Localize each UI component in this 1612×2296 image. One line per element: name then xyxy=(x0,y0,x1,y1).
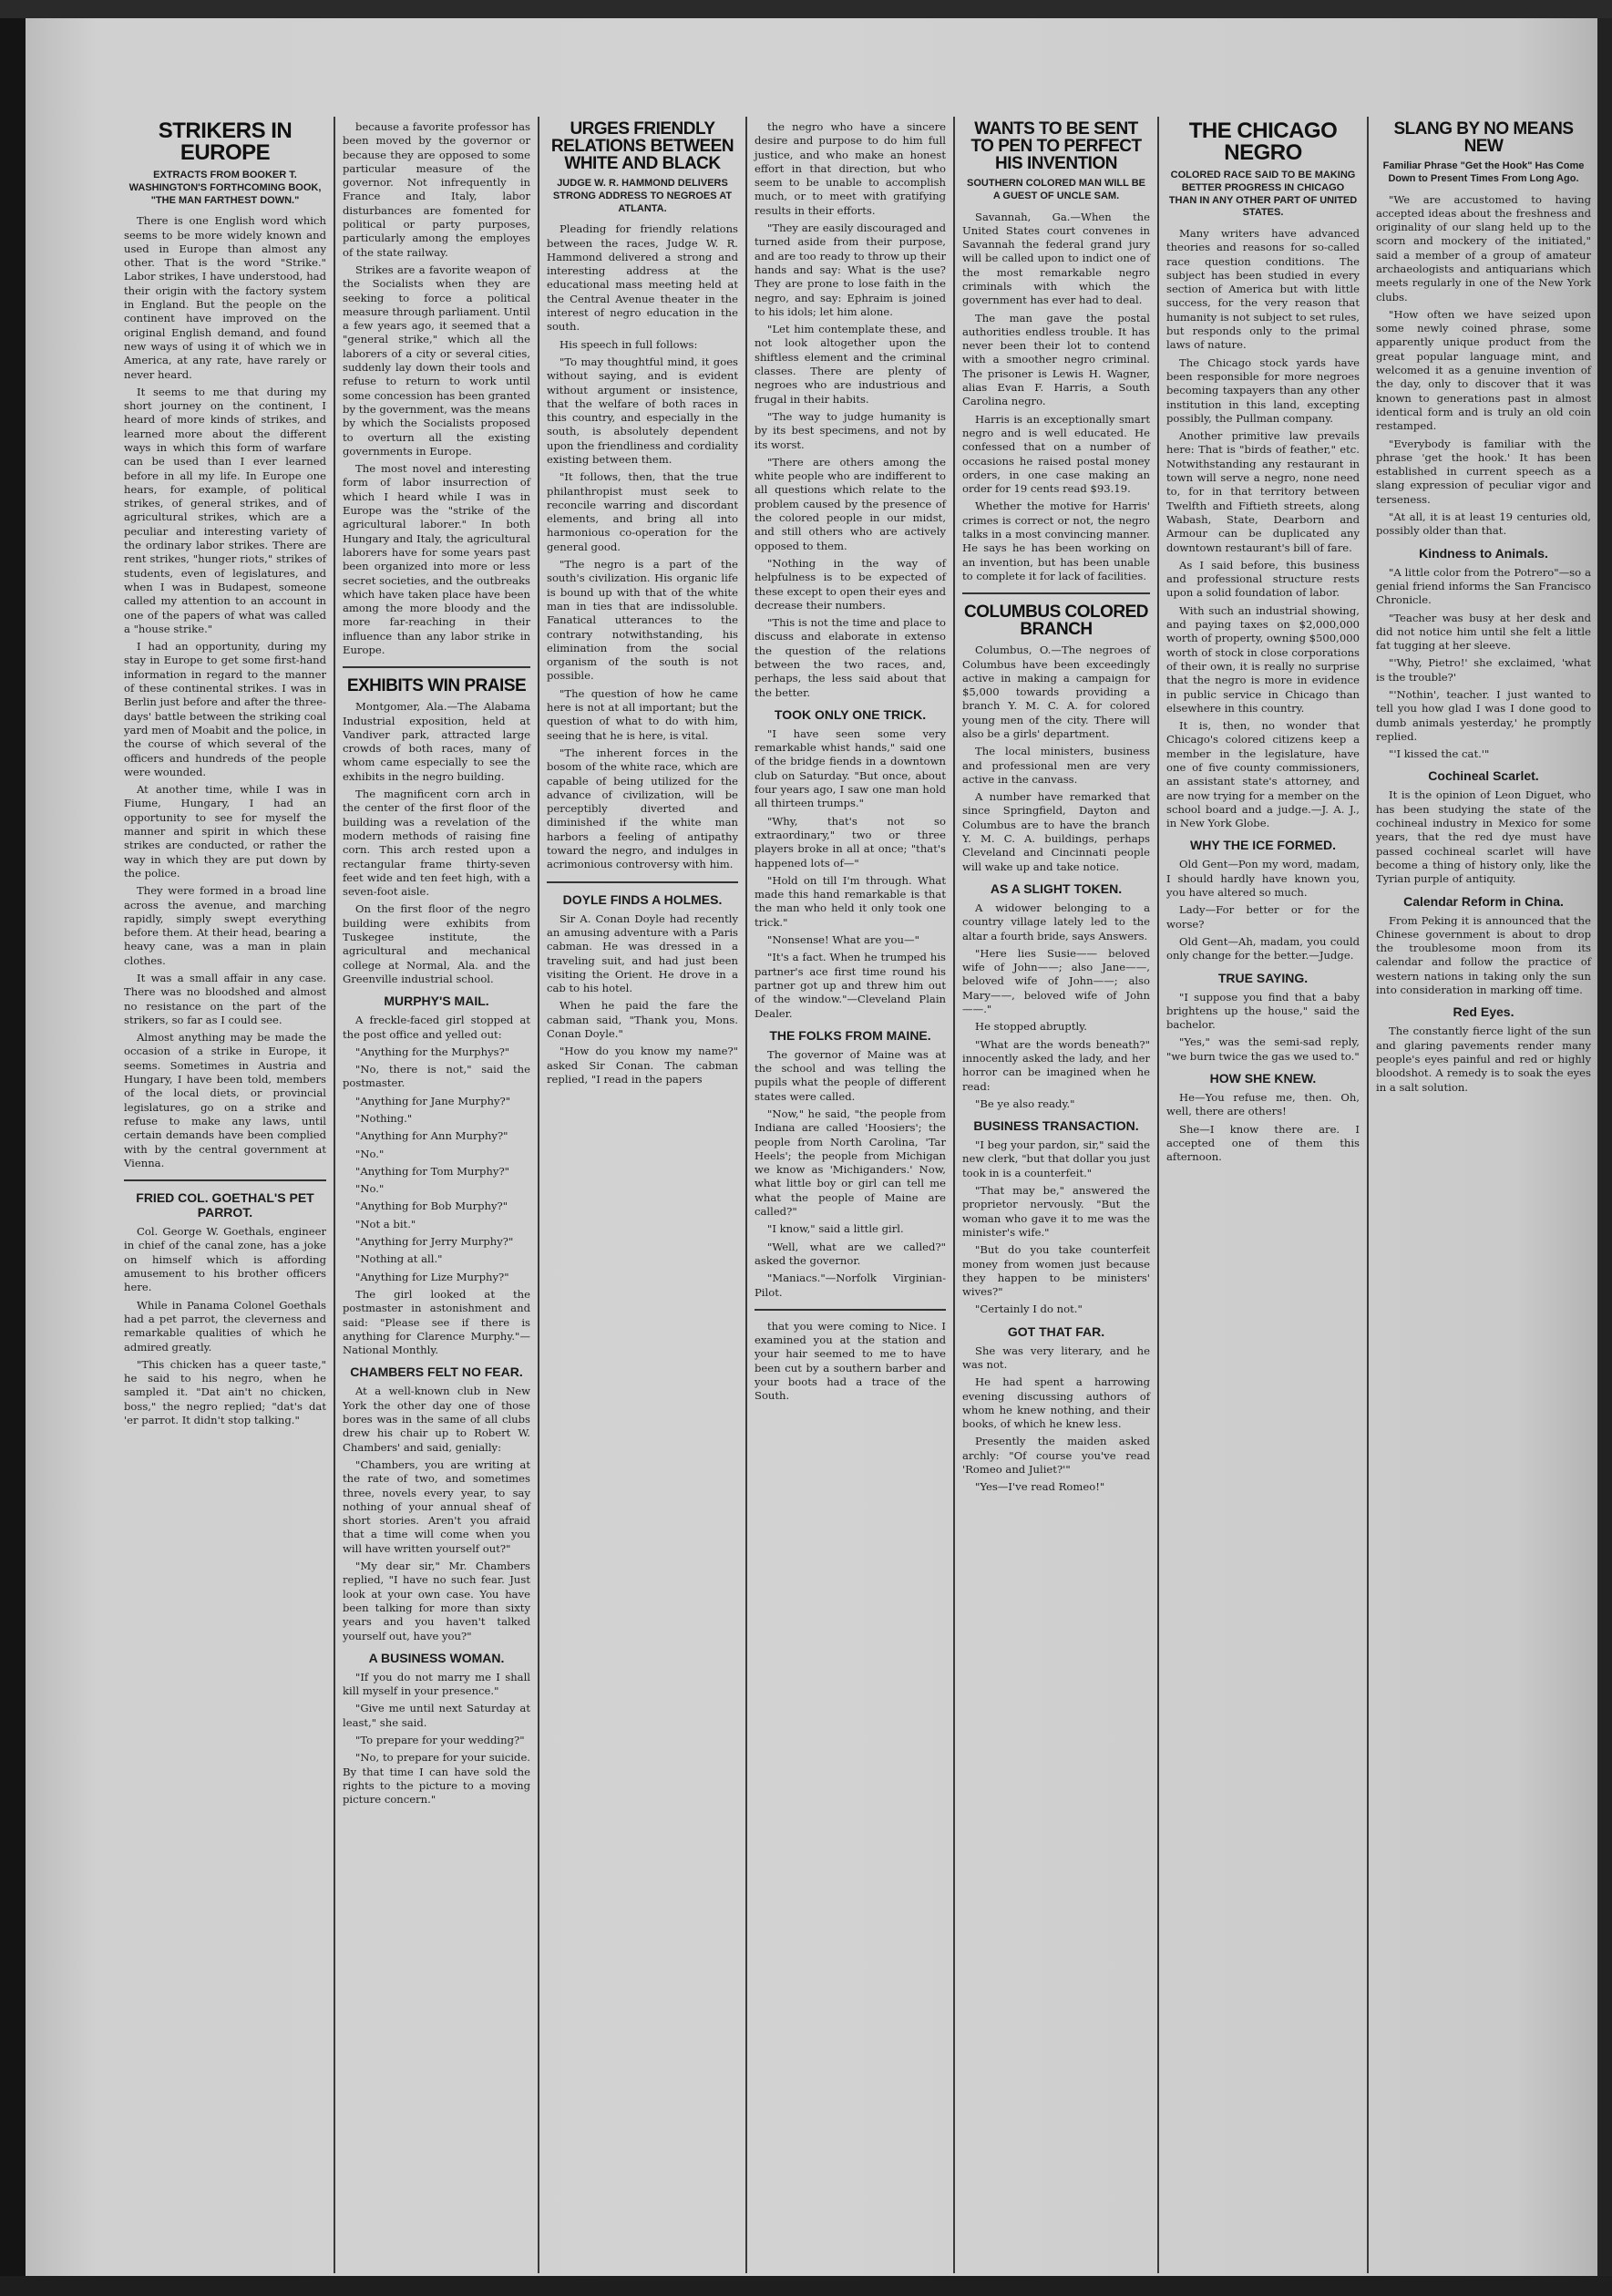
article-paragraph: "Yes—I've read Romeo!" xyxy=(975,1480,1105,1494)
article-headline: Calendar Reform in China. xyxy=(1403,893,1564,909)
column-rule xyxy=(1157,117,1159,2273)
article-paragraph: A widower belonging to a country village lately led to the altar a fourth bride, says Answers. xyxy=(962,901,1150,942)
article-paragraph: "My dear sir," Mr. Chambers replied, "I have no such fear. Just look at your own case. You have been talking for more than sixty years and you haven't talked yourself out, have you?" xyxy=(343,1560,530,1642)
article-paragraph: A number have remarked that since Springfield, Dayton and Columbus are to have the branch Y. M. C. A. buildings, perhaps Cleveland and Cincinnati people will wake up and take notice. xyxy=(962,790,1150,873)
article-paragraph: Strikes are a favorite weapon of the Socialists when they are seeking to force a political measure through parliament. Until a few years ago, it seemed that a "general strike," which all the laborers of a city or several cities, suddenly lay down their tools and refuse to return to work until some concession has been granted by the government, was the means by which the Socialists proposed to overturn all the existing governments in Europe. xyxy=(343,263,530,458)
article-paragraph: "No." xyxy=(355,1182,385,1196)
article-paragraph: "The negro is a part of the south's civilization. His organic life is bound up with that of the white man in ties that are indissoluble. Fanatical utterances to the contrary notwithstanding, his elimination from the social organism of the south is not possible. xyxy=(547,558,738,683)
article-deck: EXTRACTS FROM BOOKER T. WASHINGTON'S FORTHCOMING BOOK, "THE MAN FARTHEST DOWN." xyxy=(128,170,322,206)
article-paragraph: When he paid the fare the cabman said, "Thank you, Mons. Conan Doyle." xyxy=(547,999,738,1040)
article-paragraph: Presently the maiden asked archly: "Of course you've read 'Romeo and Juliet?'" xyxy=(962,1435,1150,1477)
article-paragraph: "How do you know my name?" asked Sir Conan. The cabman replied, "I read in the papers xyxy=(547,1045,738,1086)
article-paragraph: "It follows, then, that the true philanthropist must seek to reconcile warring and discordant elements, and bring all into harmonious co-operation for the general good. xyxy=(547,470,738,553)
column-7 xyxy=(1371,120,1597,2271)
article-paragraph: He stopped abruptly. xyxy=(975,1020,1087,1034)
article-paragraph: "Be ye also ready." xyxy=(975,1097,1075,1110)
scan-edge-left xyxy=(0,0,26,2296)
article-paragraph: "Chambers, you are writing at the rate of two, and sometimes three, novels every year, to say nothing of your annual sheaf of short stories. Aren't you afraid that a time will come when you will have written yourself out?" xyxy=(343,1457,530,1555)
article-paragraph: Many writers have advanced theories and reasons for so-called race question conditions. The subject has been studied in every section of America but with little success, for the very reason that humanity is not subject to set rules, but responds only to the primal laws of nature. xyxy=(1166,227,1360,352)
article-paragraph: The girl looked at the postmaster in astonishment and said: "Please see if there is anything for Clarence Murphy."—National Monthly. xyxy=(343,1287,530,1357)
article-paragraph: "Anything for Ann Murphy?" xyxy=(355,1129,508,1143)
article-paragraph: He—You refuse me, then. Oh, well, there are others! xyxy=(1166,1091,1360,1118)
article-paragraph: "That may be," answered the proprietor nervously. "But the woman who gave it to me was the minister's wife." xyxy=(962,1184,1150,1239)
article-paragraph: She was very literary, and he was not. xyxy=(962,1344,1150,1371)
article-paragraph: "Anything for Lize Murphy?" xyxy=(355,1270,509,1283)
article-paragraph: "'Nothin', teacher. I just wanted to tell you how glad I was I done good to dumb animals yesterday,' he promptly replied. xyxy=(1376,688,1591,743)
article-paragraph: "Nonsense! What are you—" xyxy=(767,933,919,947)
article-paragraph: "'Why, Pietro!' she exclaimed, 'what is the trouble?' xyxy=(1376,656,1591,684)
article-paragraph: While in Panama Colonel Goethals had a pet parrot, the cleverness and remarkable qualities of which he admired greatly. xyxy=(124,1298,326,1354)
column-4 xyxy=(749,120,951,2271)
article-paragraph: "This is not the time and place to discuss and elaborate in extenso the question of the relations between the two races, and, perhaps, the less said about that the better. xyxy=(755,616,946,699)
column-5 xyxy=(957,120,1155,2271)
article-paragraph: The most novel and interesting form of labor insurrection of which I heard while I was in Europe was the "strike of the agricultural laborer." In both Hungary and Italy, the agricultural laborers have for some years past been organized into more or less secret societies, and the outbreaks which have taken place have been among the more bloody and the more far-reaching in their influence than any labor strike in Europe. xyxy=(343,462,530,656)
article-paragraph: "Anything for the Murphys?" xyxy=(355,1045,510,1058)
article-headline: MURPHY'S MAIL. xyxy=(384,994,489,1009)
column-3 xyxy=(541,120,744,2271)
article-paragraph: that you were coming to Nice. I examined you at the station and your hair seemed to me to have been cut by a southern barber and your boots had a trace of the South. xyxy=(755,1319,946,1403)
article-paragraph: The man gave the postal authorities endless trouble. It has never been their lot to contend with a smoother negro criminal. The prisoner is Lewis H. Wagner, alias Evan F. Harris, a South Carolina negro. xyxy=(962,311,1150,408)
article-headline: URGES FRIENDLY RELATIONS BETWEEN WHITE AND BLACK xyxy=(550,120,734,173)
article-headline: HOW SHE KNEW. xyxy=(1209,1071,1317,1086)
article-paragraph: I had an opportunity, during my stay in Europe to get some first-hand information in regard to the manner of these continental strikes. I was in Berlin just before and after the three-days' battle between the striking coal yard men of Moabit and the police, in the course of which several of the officers and hundreds of the people were wounded. xyxy=(124,640,326,778)
article-headline: TOOK ONLY ONE TRICK. xyxy=(774,706,927,722)
article-headline: A BUSINESS WOMAN. xyxy=(368,1650,505,1665)
section-divider xyxy=(343,666,530,668)
article-paragraph: "The question of how he came here is not at all important; but the question of what to do with him, seeing that he is here, is vital. xyxy=(547,686,738,742)
article-paragraph: "Why, that's not so extraordinary," two or three players broke in all at once; "that's happened lots of—" xyxy=(755,814,946,870)
article-paragraph: "What are the words beneath?" innocently asked the lady, and her horror can be imagined when he read: xyxy=(962,1037,1150,1093)
article-headline: GOT THAT FAR. xyxy=(1007,1323,1105,1339)
article-paragraph: "Anything for Bob Murphy?" xyxy=(355,1199,508,1213)
article-headline: CHAMBERS FELT NO FEAR. xyxy=(350,1364,523,1380)
article-paragraph: The Chicago stock yards have been responsible for more negroes becoming taxpayers than any other institution in this land, excepting possibly, the Pullman company. xyxy=(1166,355,1360,425)
article-headline: AS A SLIGHT TOKEN. xyxy=(990,880,1123,896)
article-headline: TRUE SAYING. xyxy=(1217,970,1309,985)
column-rule xyxy=(1367,117,1369,2273)
article-paragraph: It seems to me that during my short journey on the continent, I heard of more kinds of strikes, and learned more about the different ways in which this form of warfare can be used than I ever learned before in all my life. In Europe one hears, for example, of political strikes, of general strikes, and of agricultural strikes, which are a peculiar and interesting variety of the ordinary labor strikes. There are rent strikes, "hunger riots," strikes of students, even of legislatures, and when I was in Budapest, someone called my attention to an account in one of the papers of what was called a "house strike." xyxy=(124,385,326,635)
article-paragraph: Montgomer, Ala.—The Alabama Industrial exposition, held at Vandiver park, attracted large crowds of both races, many of whom came especially to see the exhibits in the negro building. xyxy=(343,700,530,783)
article-paragraph: It is, then, no wonder that Chicago's colored citizens keep a member in the legislature, have one of five county commissioners, an assistant state's attorney, and are now trying for a member on the school board and a judge.—J. A. J., in New York Globe. xyxy=(1166,719,1360,830)
scan-edge-bottom xyxy=(0,2276,1612,2296)
article-paragraph: "I beg your pardon, sir," said the new clerk, "but that dollar you just took in is a counterfeit." xyxy=(962,1138,1150,1179)
article-paragraph: Almost anything may be made the occasion of a strike in Europe, it seems. Sometimes in Austria and Hungary, I have been told, members of the local diets, or provincial legislatures, go on a strike and refuse to make any laws, until certain demands have been complied with by the central government at Vienna. xyxy=(124,1031,326,1169)
article-headline: COLUMBUS COLORED BRANCH xyxy=(963,602,1149,640)
article-paragraph: The magnificent corn arch in the center of the first floor of the building was a revelation of the modern methods of raising fine corn. This arch rested upon a rectangular frame thirty-seven feet wide and ten feet high, with a seven-foot aisle. xyxy=(343,788,530,899)
article-paragraph: the negro who have a sincere desire and purpose to do him full justice, and who make an honest effort in that direction, but who seem to be unable to accomplish much, or to meet with gratifying results in their efforts. xyxy=(755,120,946,217)
article-paragraph: "The inherent forces in the bosom of the white race, which are capable of being utilized for the advance of civilization, will be perceptibly diverted and diminished if the white man harbors a feeling of antipathy toward the negro, and indulges in acrimonious controversy with him. xyxy=(547,746,738,871)
article-paragraph: "'I kissed the cat.'" xyxy=(1389,747,1490,761)
article-paragraph: "Anything for Tom Murphy?" xyxy=(355,1164,509,1178)
article-paragraph: "Yes," was the semi-sad reply, "we burn twice the gas we used to." xyxy=(1166,1035,1360,1063)
article-paragraph: The governor of Maine was at the school and was telling the pupils what the people of different states were called. xyxy=(755,1047,946,1103)
article-deck: COLORED RACE SAID TO BE MAKING BETTER PROGRESS IN CHICAGO THAN IN ANY OTHER PART OF UNITED STATES. xyxy=(1168,170,1358,219)
article-paragraph: Old Gent—Ah, madam, you could only change for the better.—Judge. xyxy=(1166,934,1360,963)
article-paragraph: "Nothing in the way of helpfulness is to be expected of these except to open their eyes and decrease their numbers. xyxy=(755,556,946,612)
article-paragraph: because a favorite professor has been moved by the governor or because they are opposed to some particular measure of the governor. Not infrequently in France and Italy, labor disturbances are fomented for political or party purposes, particularly among the employes of the state railway. xyxy=(343,120,530,259)
article-paragraph: A freckle-faced girl stopped at the post office and yelled out: xyxy=(343,1014,530,1041)
article-paragraph: "Not a bit." xyxy=(355,1217,416,1230)
article-paragraph: "Give me until next Saturday at least," she said. xyxy=(343,1702,530,1729)
article-paragraph: "To prepare for your wedding?" xyxy=(355,1733,525,1746)
article-paragraph: Sir A. Conan Doyle had recently an amusing adventure with a Paris cabman. He was dressed in a traveling suit, and had just been visiting the Orient. He drove in a cab to his hotel. xyxy=(547,911,738,995)
article-paragraph: Whether the motive for Harris' crimes is correct or not, the negro talks in a most convincing manner. He says he has been working on an invention, but has been unable to complete it for lack of facilities. xyxy=(962,499,1150,582)
article-paragraph: His speech in full follows: xyxy=(560,337,698,351)
article-headline: Cochineal Scarlet. xyxy=(1428,768,1539,784)
article-paragraph: "I suppose you find that a baby brightens up the house," said the bachelor. xyxy=(1166,990,1360,1032)
article-paragraph: "I know," said a little girl. xyxy=(767,1222,904,1236)
article-paragraph: "Everybody is familiar with the phrase 'get the hook.' It has been established in current speech as a slang expression of peculiar vigor and terseness. xyxy=(1376,437,1591,506)
article-headline: WHY THE ICE FORMED. xyxy=(1190,838,1336,853)
section-divider xyxy=(755,1309,946,1311)
article-headline: DOYLE FINDS A HOLMES. xyxy=(562,891,723,907)
article-paragraph: The local ministers, business and professional men are very active in the canvass. xyxy=(962,745,1150,786)
article-paragraph: "Certainly I do not." xyxy=(975,1302,1083,1316)
article-deck: JUDGE W. R. HAMMOND DELIVERS STRONG ADDRESS TO NEGROES AT ATLANTA. xyxy=(552,178,733,214)
column-rule xyxy=(334,117,335,2273)
article-paragraph: "No." xyxy=(355,1147,385,1160)
article-paragraph: Columbus, O.—The negroes of Columbus have been exceedingly active in making a campaign for $5,000 towards providing a branch Y. M. C. A. for colored young men of the city. There will also be a girls' department. xyxy=(962,643,1150,740)
article-paragraph: "There are others among the white people who are indifferent to all questions which relate to the problem caused by the presence of the colored people in our midst, and still others who are actively opposed to them. xyxy=(755,455,946,552)
article-paragraph: "But do you take counterfeit money from women just because they happen to be ministers' wives?" xyxy=(962,1243,1150,1299)
section-divider xyxy=(124,1179,326,1181)
article-paragraph: "A little color from the Potrero"—so a genial friend informs the San Francisco Chronicle. xyxy=(1376,565,1591,607)
column-2 xyxy=(337,120,536,2271)
article-paragraph: "We are accustomed to having accepted ideas about the freshness and originality of our slang held up to the scorn and mockery of the initiated," said a member of a group of amateur archaeologists and antiquarians which meets regularly in one of the New York clubs. xyxy=(1376,192,1591,304)
column-rule xyxy=(953,117,955,2273)
article-paragraph: "Nothing." xyxy=(355,1112,413,1125)
article-paragraph: Pleading for friendly relations between the races, Judge W. R. Hammond delivered a strong and interesting address at the educational mass meeting held at the Central Avenue theater in the interest of negro education in the south. xyxy=(547,222,738,334)
article-paragraph: "Nothing at all." xyxy=(355,1252,443,1266)
article-headline: EXHIBITS WIN PRAISE xyxy=(346,676,527,696)
article-paragraph: There is one English word which seems to be more widely known and used in Europe than almost any other. That is the word "Strike." Labor strikes, I have understood, had their origin with the factory system in England. But the people on the continent have improved on the original English demand, and found new ways of using it of which we in America, at any rate, have rarely or never heard. xyxy=(124,214,326,381)
article-paragraph: Col. George W. Goethals, engineer in chief of the canal zone, has a joke on himself which is affording amusement to his brother officers here. xyxy=(124,1225,326,1294)
article-paragraph: They were formed in a broad line across the avenue, and marching rapidly, simply swept everything before them. At their head, bearing a heavy cane, was a man in plain clothes. xyxy=(124,884,326,967)
article-paragraph: "To may thoughtful mind, it goes without saying, and is evident without argument or insistence, that the welfare of both races in this country, and especially in the south, is absolutely dependent upon the friendliness and cordiality existing between them. xyxy=(547,355,738,466)
article-paragraph: With such an industrial showing, and paying taxes on $2,000,000 worth of property, owning $500,000 worth of stock in close corporations of their own, it is really no surprise that the negro is more in evidence in public service in Chicago than elsewhere in this country. xyxy=(1166,603,1360,715)
article-headline: WANTS TO BE SENT TO PEN TO PERFECT HIS INVENTION xyxy=(970,120,1142,173)
article-paragraph: It was a small affair in any case. There was no bloodshed and almost no resistance on the part of the strikers, so far as I could see. xyxy=(124,971,326,1026)
column-1 xyxy=(118,120,332,2271)
scan-edge-top xyxy=(0,0,1612,18)
section-divider xyxy=(547,881,738,883)
article-paragraph: On the first floor of the negro building were exhibits from Tuskegee institute, the agricultural and mechanical college at Normal, Ala. and the Greenville industrial school. xyxy=(343,902,530,985)
article-headline: SLANG BY NO MEANS NEW xyxy=(1393,120,1574,156)
article-paragraph: It is the opinion of Leon Diguet, who has been studying the state of the cochineal industry in Mexico for some years, that the red dye must have passed cochineal scarlet will have become a thing of history only, like the Tyrian purple of antiquity. xyxy=(1376,788,1591,886)
article-paragraph: She—I know there are. I accepted one of them this afternoon. xyxy=(1166,1122,1360,1164)
article-paragraph: "This chicken has a queer taste," he said to his negro, when he sampled it. "Dat ain't no chicken, boss," the negro replied; "dat's dat 'er parrot. It didn't stop talking." xyxy=(124,1357,326,1426)
article-headline: Red Eyes. xyxy=(1453,1004,1514,1020)
article-paragraph: At another time, while I was in Fiume, Hungary, I had an opportunity to see for myself the manner and spirit in which these strikes are conducted, or rather the way in which they are put down by the police. xyxy=(124,783,326,880)
article-paragraph: "They are easily discouraged and turned aside from their purpose, and are too ready to throw up their hands and say: What is the use? They are prone to lose faith in the negro, and say: Ephraim is joined to his idols; let him alone. xyxy=(755,221,946,318)
article-paragraph: "Well, what are we called?" asked the governor. xyxy=(755,1240,946,1267)
article-paragraph: Lady—For better or for the worse? xyxy=(1166,903,1360,931)
article-headline: FRIED COL. GOETHAL'S PET PARROT. xyxy=(136,1190,314,1220)
article-paragraph: "Now," he said, "the people from Indiana are called 'Hoosiers'; the people from North Carolina, 'Tar Heels'; the people from Michigan we know as 'Michiganders.' Now, what little boy or girl can tell me what the people of Maine are called?" xyxy=(755,1107,946,1219)
article-paragraph: "Here lies Susie—— beloved wife of John——; also Jane——, beloved wife of John——; also Mary——, beloved wife of John——." xyxy=(962,946,1150,1016)
article-deck: SOUTHERN COLORED MAN WILL BE A GUEST OF UNCLE SAM. xyxy=(967,178,1145,201)
article-paragraph: "No, there is not," said the postmaster. xyxy=(343,1063,530,1090)
article-paragraph: "Maniacs."—Norfolk Virginian-Pilot. xyxy=(755,1272,946,1299)
article-paragraph: As I said before, this business and professional structure rests upon a solid foundation of labor. xyxy=(1166,558,1360,600)
article-paragraph: Another primitive law prevails here: That is "birds of feather," etc. Notwithstanding any restaurant in town will serve a negro, none need to, for in that territory between Twelfth and Fiftieth streets, along Wabash, State, Dearborn and Armour can be duplicated any downtown restaurant's bill of fare. xyxy=(1166,429,1360,554)
article-paragraph: "How often we have seized upon some newly coined phrase, some apparently unique product from the great popular language mint, and welcomed it as a genuine invention of the day, only to discover that it was known to generations past in almost identical form and is truly an old coin restamped. xyxy=(1376,307,1591,433)
article-paragraph: "It's a fact. When he trumped his partner's ace first time round his partner got up and threw him out of the window."—Cleveland Plain Dealer. xyxy=(755,951,946,1020)
article-headline: THE CHICAGO NEGRO xyxy=(1188,120,1338,165)
article-paragraph: He had spent a harrowing evening discussing authors of whom he knew nothing, and their books, of which he knew less. xyxy=(962,1375,1150,1431)
column-6 xyxy=(1161,120,1365,2271)
article-paragraph: Savannah, Ga.—When the United States court convenes in Savannah the federal grand jury will be called upon to indict one of the most remarkable negro criminals with which the government has ever had to deal. xyxy=(962,210,1150,307)
column-rule xyxy=(745,117,747,2273)
article-headline: STRIKERS IN EUROPE xyxy=(158,120,293,165)
scan-edge-right xyxy=(1597,0,1612,2296)
article-paragraph: From Peking it is announced that the Chinese government is about to drop the troublesome moon from its calendar and follow the practice of western nations in taking only the sun into consideration in marking off time. xyxy=(1376,913,1591,997)
article-deck: Familiar Phrase "Get the Hook" Has Come Down to Present Times From Long Ago. xyxy=(1382,160,1585,184)
article-headline: Kindness to Animals. xyxy=(1419,545,1548,561)
article-paragraph: "Teacher was busy at her desk and did not notice him until she felt a little fat tugging at her sleeve. xyxy=(1376,611,1591,653)
article-headline: BUSINESS TRANSACTION. xyxy=(973,1118,1139,1134)
article-paragraph: "Anything for Jane Murphy?" xyxy=(355,1094,511,1107)
article-paragraph: Harris is an exceptionally smart negro and is well educated. He confessed that on a number of occasions he raised postal money orders, in one case making an order for 19 cents read $93.19. xyxy=(962,412,1150,496)
article-paragraph: At a well-known club in New York the other day one of those bores was in the same of all clubs drew his chair up to Robert W. Chambers' and said, genially: xyxy=(343,1385,530,1454)
article-paragraph: "At all, it is at least 19 centuries old, possibly older than that. xyxy=(1376,510,1591,538)
column-rule xyxy=(538,117,539,2273)
article-paragraph: Old Gent—Pon my word, madam, I should hardly have known you, you have altered so much. xyxy=(1166,858,1360,900)
article-paragraph: "If you do not marry me I shall kill myself in your presence." xyxy=(343,1670,530,1698)
article-paragraph: "Hold on till I'm through. What made this hand remarkable is that the man who held it only took one trick." xyxy=(755,873,946,929)
article-paragraph: "The way to judge humanity is by its best specimens, and not by its worst. xyxy=(755,409,946,451)
article-paragraph: The constantly fierce light of the sun and glaring pavements render many people's eyes painful and red or highly bloodshot. A remedy is to soak the eyes in a salt solution. xyxy=(1376,1024,1591,1094)
article-paragraph: "Anything for Jerry Murphy?" xyxy=(355,1235,514,1249)
article-paragraph: "Let him contemplate these, and not look altogether upon the shiftless element and the criminal classes. There are plenty of negroes who are industrious and frugal in their habits. xyxy=(755,323,946,406)
section-divider xyxy=(962,592,1150,594)
article-headline: THE FOLKS FROM MAINE. xyxy=(769,1027,931,1043)
article-paragraph: "No, to prepare for your suicide. By that time I can have sold the rights to the picture to a moving picture concern." xyxy=(343,1751,530,1807)
article-paragraph: "I have seen some very remarkable whist hands," said one of the bridge fiends in a downtown club on Saturday. "But once, about four years ago, I saw one man hold all thirteen trumps." xyxy=(755,726,946,810)
